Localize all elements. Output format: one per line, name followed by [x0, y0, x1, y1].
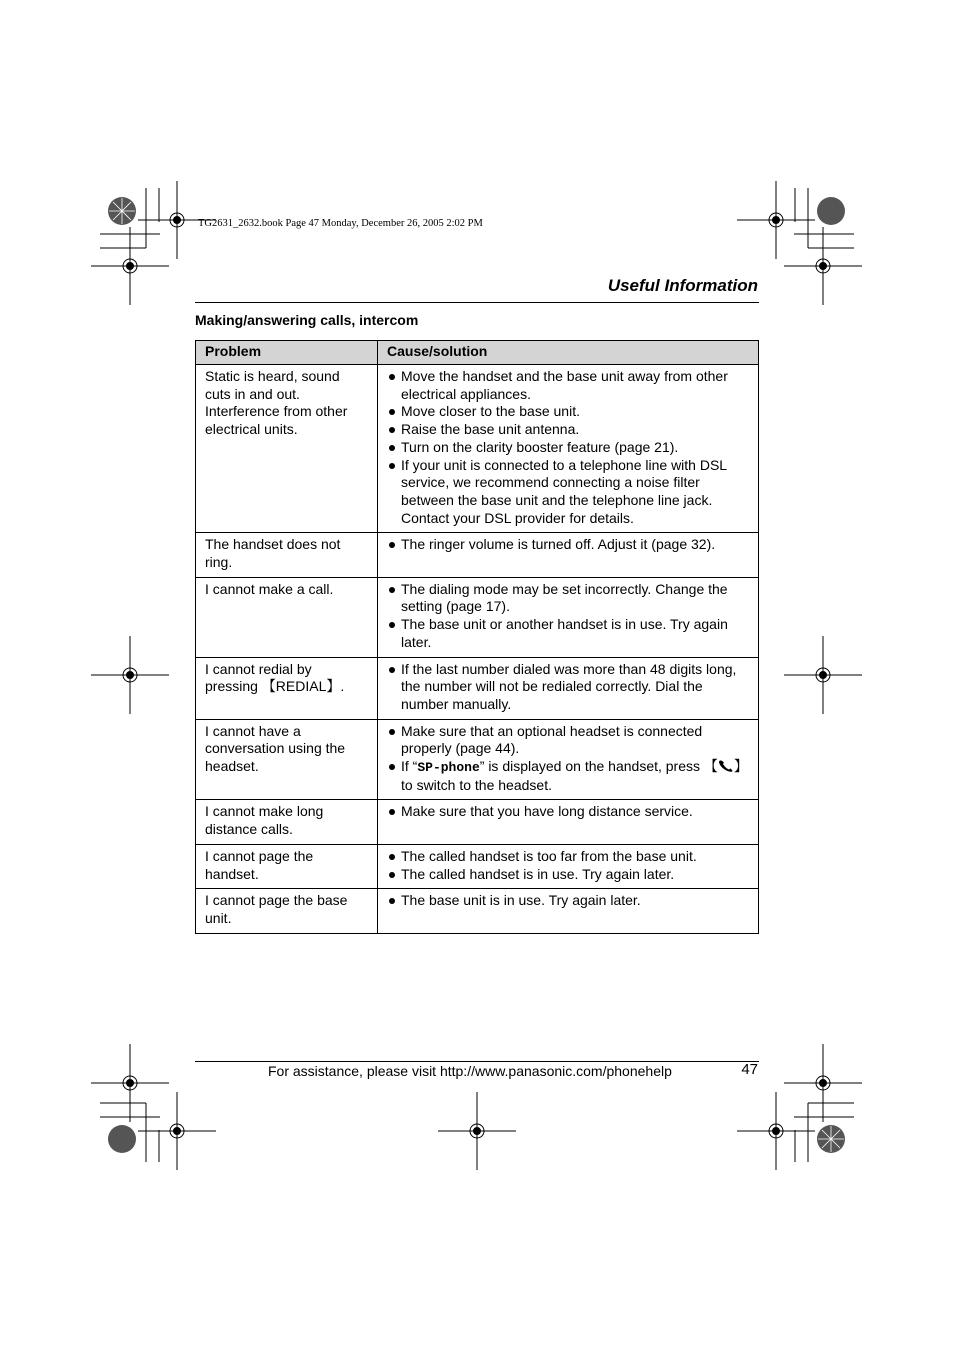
- solution-text: ” is displayed on the handset, press: [479, 758, 704, 775]
- troubleshooting-table: [195, 340, 759, 934]
- solution-cell: [378, 533, 759, 577]
- solution-cell: [378, 719, 759, 800]
- table-row: [196, 844, 759, 888]
- solution-item: Raise the base unit antenna.: [388, 421, 750, 439]
- solution-cell: [378, 889, 759, 933]
- table-row: [196, 533, 759, 577]
- table-row: [196, 657, 759, 719]
- header-rule: [195, 302, 759, 303]
- page-number: 47: [741, 1061, 758, 1078]
- solution-item: The called handset is in use. Try again later.: [388, 866, 750, 884]
- problem-cell: I cannot make a call.: [196, 577, 378, 657]
- problem-cell: The handset does not ring.: [196, 533, 378, 577]
- solution-item-headset: [388, 758, 750, 794]
- display-text-sp-phone: SP-phone: [417, 760, 480, 776]
- solution-item: The dialing mode may be set incorrectly. Change the setting (page 17).: [388, 581, 750, 616]
- table-row: [196, 889, 759, 933]
- solution-cell: [378, 844, 759, 888]
- problem-text: I cannot redial by pressing: [205, 660, 312, 695]
- solution-item: Make sure that you have long distance service.: [388, 803, 750, 821]
- redial-key-label: 【REDIAL】: [261, 678, 341, 695]
- solution-item: The base unit is in use. Try again later.: [388, 892, 750, 910]
- solution-item: If your unit is connected to a telephone line with DSL service, we recommend connecting a noise filter between the base unit and the telephone line jack. Contact your DSL provider for details.: [388, 457, 750, 528]
- solution-item: Make sure that an optional headset is connected properly (page 44).: [388, 723, 750, 758]
- solution-item: Turn on the clarity booster feature (page 21).: [388, 439, 750, 457]
- footer-rule: [195, 1061, 759, 1062]
- footer-help-text: For assistance, please visit http://www.panasonic.com/phonehelp: [268, 1063, 672, 1079]
- solution-text: If “: [401, 758, 418, 775]
- talk-key: [704, 758, 748, 774]
- table-row: [196, 577, 759, 657]
- solution-item: Move the handset and the base unit away from other electrical appliances.: [388, 368, 750, 403]
- problem-cell: I cannot make long distance calls.: [196, 800, 378, 844]
- table-row: [196, 365, 759, 533]
- solution-item: Move closer to the base unit.: [388, 403, 750, 421]
- solution-item: If the last number dialed was more than 48 digits long, the number will not be redialed correctly. Dial the number manually.: [388, 661, 750, 714]
- table-row: [196, 719, 759, 800]
- solution-item: The ringer volume is turned off. Adjust it (page 32).: [388, 536, 750, 554]
- table-header-row: [196, 341, 759, 365]
- problem-cell: I cannot page the base unit.: [196, 889, 378, 933]
- print-info-line: TG2631_2632.book Page 47 Monday, December 26, 2005 2:02 PM: [198, 218, 483, 229]
- key-bracket-open: 【: [703, 758, 718, 775]
- table-subtitle: Making/answering calls, intercom: [195, 312, 419, 328]
- header-problem: Problem: [196, 341, 378, 365]
- solution-item: The base unit or another handset is in use. Try again later.: [388, 616, 750, 651]
- header-cause-solution: Cause/solution: [378, 341, 759, 365]
- key-bracket-close: 】: [733, 758, 748, 775]
- section-title: Useful Information: [607, 276, 758, 295]
- solution-cell: [378, 365, 759, 533]
- table-row: [196, 800, 759, 844]
- problem-cell: I cannot page the handset.: [196, 844, 378, 888]
- problem-cell: [196, 657, 378, 719]
- problem-text-end: .: [340, 678, 345, 695]
- solution-item: The called handset is too far from the base unit.: [388, 848, 750, 866]
- problem-cell: Static is heard, sound cuts in and out. Interference from other electrical units.: [196, 365, 378, 533]
- solution-cell: [378, 657, 759, 719]
- solution-cell: [378, 577, 759, 657]
- solution-cell: [378, 800, 759, 844]
- solution-text: to switch to the headset.: [401, 776, 552, 793]
- problem-cell: I cannot have a conversation using the headset.: [196, 719, 378, 800]
- phone-talk-icon: [718, 759, 734, 772]
